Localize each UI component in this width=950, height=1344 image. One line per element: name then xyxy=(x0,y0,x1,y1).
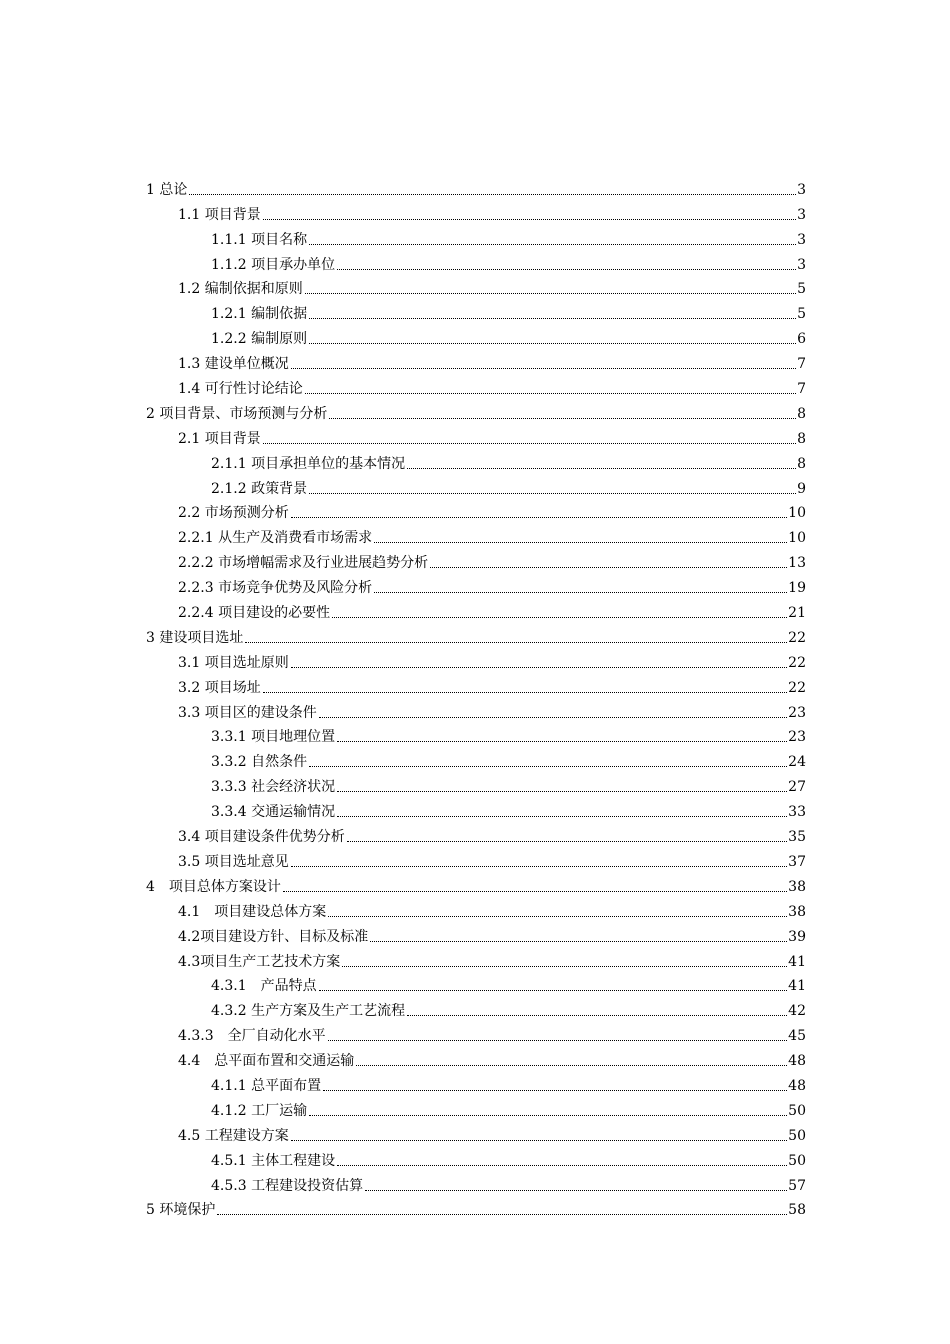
toc-entry[interactable] xyxy=(0,821,806,846)
toc-entry-title: 3.3 项目区的建设条件 xyxy=(178,704,317,721)
toc-entry-title: 1.1.1 项目名称 xyxy=(211,231,308,248)
toc-page-number: 6 xyxy=(797,331,806,348)
toc-page-number: 3 xyxy=(797,206,806,223)
toc-entry[interactable] xyxy=(0,547,806,572)
toc-entry-title: 2.1 项目背景 xyxy=(178,430,261,447)
toc-page-number: 50 xyxy=(788,1102,806,1119)
toc-entry-title: 1.1 项目背景 xyxy=(178,206,261,223)
toc-dot-leader xyxy=(323,1090,787,1091)
toc-entry-title: 3.3.2 自然条件 xyxy=(211,754,308,771)
toc-entry[interactable] xyxy=(0,1020,806,1045)
toc-entry[interactable] xyxy=(0,896,806,921)
toc-dot-leader xyxy=(407,1015,787,1016)
toc-entry[interactable] xyxy=(0,722,806,747)
toc-entry-title: 3 建设项目选址 xyxy=(146,629,244,646)
toc-page-number: 48 xyxy=(788,1077,806,1094)
toc-entry[interactable] xyxy=(0,398,806,423)
toc-dot-leader xyxy=(263,443,796,444)
toc-page-number: 24 xyxy=(788,754,806,771)
toc-entry[interactable] xyxy=(0,1095,806,1120)
toc-entry[interactable] xyxy=(0,249,806,274)
toc-dot-leader xyxy=(309,766,787,767)
toc-page-number: 8 xyxy=(797,455,806,472)
toc-entry[interactable] xyxy=(0,224,806,249)
toc-entry-title: 4.3.2 生产方案及生产工艺流程 xyxy=(211,1003,406,1020)
toc-entry-title: 4.5.1 主体工程建设 xyxy=(211,1152,336,1169)
table-of-contents xyxy=(0,174,950,1219)
toc-entry-title: 2.2.2 市场增幅需求及行业进展趋势分析 xyxy=(178,555,429,572)
toc-dot-leader xyxy=(374,592,787,593)
toc-entry-title: 2.2.1 从生产及消费看市场需求 xyxy=(178,530,373,547)
toc-page-number: 8 xyxy=(797,405,806,422)
toc-entry-title: 4 项目总体方案设计 xyxy=(146,878,281,895)
toc-page-number: 3 xyxy=(797,231,806,248)
toc-page-number: 50 xyxy=(788,1152,806,1169)
toc-dot-leader xyxy=(291,1140,787,1141)
toc-page-number: 7 xyxy=(797,381,806,398)
toc-page-number: 13 xyxy=(788,555,806,572)
toc-page-number: 22 xyxy=(788,629,806,646)
toc-page-number: 45 xyxy=(788,1028,806,1045)
toc-page-number: 22 xyxy=(788,654,806,671)
toc-page-number: 37 xyxy=(788,853,806,870)
toc-entry[interactable] xyxy=(0,871,806,896)
toc-dot-leader xyxy=(370,941,787,942)
toc-entry-title: 1.4 可行性讨论结论 xyxy=(178,381,303,398)
toc-dot-leader xyxy=(342,966,787,967)
toc-entry-title: 4.1.2 工厂运输 xyxy=(211,1102,308,1119)
toc-dot-leader xyxy=(283,891,787,892)
toc-entry[interactable] xyxy=(0,473,806,498)
toc-dot-leader xyxy=(291,368,796,369)
toc-dot-leader xyxy=(328,1040,788,1041)
toc-entry-title: 4.3项目生产工艺技术方案 xyxy=(178,953,341,970)
toc-entry-title: 3.5 项目选址意见 xyxy=(178,853,289,870)
toc-page-number: 58 xyxy=(788,1202,806,1219)
toc-page-number: 33 xyxy=(788,804,806,821)
toc-page-number: 22 xyxy=(788,679,806,696)
toc-entry-title: 3.1 项目选址原则 xyxy=(178,654,289,671)
toc-entry-title: 1.1.2 项目承办单位 xyxy=(211,256,336,273)
toc-entry[interactable] xyxy=(0,946,806,971)
toc-entry-title: 4.1.1 总平面布置 xyxy=(211,1077,322,1094)
toc-dot-leader xyxy=(319,990,788,991)
toc-entry-title: 2 项目背景、市场预测与分析 xyxy=(146,405,328,422)
toc-entry[interactable] xyxy=(0,672,806,697)
toc-dot-leader xyxy=(337,791,787,792)
toc-page-number: 7 xyxy=(797,356,806,373)
toc-entry-title: 4.5.3 工程建设投资估算 xyxy=(211,1177,364,1194)
toc-entry[interactable] xyxy=(0,995,806,1020)
toc-dot-leader xyxy=(407,468,796,469)
toc-page-number: 10 xyxy=(788,505,806,522)
toc-dot-leader xyxy=(309,318,796,319)
toc-entry-title: 3.4 项目建设条件优势分析 xyxy=(178,829,345,846)
toc-entry[interactable] xyxy=(0,746,806,771)
toc-entry[interactable] xyxy=(0,498,806,523)
toc-dot-leader xyxy=(337,269,796,270)
toc-page-number: 5 xyxy=(797,306,806,323)
toc-entry-title: 2.2 市场预测分析 xyxy=(178,505,289,522)
toc-entry[interactable] xyxy=(0,522,806,547)
toc-dot-leader xyxy=(365,1190,787,1191)
toc-dot-leader xyxy=(329,418,796,419)
toc-entry-title: 3.3.3 社会经济状况 xyxy=(211,779,336,796)
toc-dot-leader xyxy=(263,219,796,220)
toc-dot-leader xyxy=(291,667,787,668)
toc-entry-title: 2.2.3 市场竞争优势及风险分析 xyxy=(178,580,373,597)
toc-entry[interactable] xyxy=(0,373,806,398)
toc-entry[interactable] xyxy=(0,323,806,348)
toc-entry-title: 2.1.1 项目承担单位的基本情况 xyxy=(211,455,406,472)
toc-page-number: 27 xyxy=(788,779,806,796)
toc-dot-leader xyxy=(263,692,787,693)
toc-entry-title: 1.2.1 编制依据 xyxy=(211,306,308,323)
toc-dot-leader xyxy=(309,343,796,344)
toc-entry-title: 4.1 项目建设总体方案 xyxy=(178,903,327,920)
toc-entry[interactable] xyxy=(0,199,806,224)
toc-page-number: 41 xyxy=(788,953,806,970)
toc-entry[interactable] xyxy=(0,1045,806,1070)
toc-page-number: 8 xyxy=(797,430,806,447)
toc-entry[interactable] xyxy=(0,771,806,796)
toc-entry[interactable] xyxy=(0,298,806,323)
toc-entry-title: 2.2.4 项目建设的必要性 xyxy=(178,605,331,622)
toc-page-number: 39 xyxy=(788,928,806,945)
toc-dot-leader xyxy=(291,517,787,518)
toc-page-number: 19 xyxy=(788,580,806,597)
toc-entry[interactable] xyxy=(0,423,806,448)
toc-entry[interactable] xyxy=(0,971,806,996)
toc-dot-leader xyxy=(374,542,787,543)
toc-entry[interactable] xyxy=(0,1195,806,1220)
toc-entry[interactable] xyxy=(0,572,806,597)
toc-entry[interactable] xyxy=(0,647,806,672)
toc-entry[interactable] xyxy=(0,348,806,373)
toc-dot-leader xyxy=(245,642,787,643)
toc-entry[interactable] xyxy=(0,274,806,299)
toc-dot-leader xyxy=(328,916,787,917)
toc-page-number: 41 xyxy=(788,978,806,995)
toc-entry-title: 4.5 工程建设方案 xyxy=(178,1127,289,1144)
toc-entry[interactable] xyxy=(0,796,806,821)
toc-entry[interactable] xyxy=(0,622,806,647)
toc-entry[interactable] xyxy=(0,174,806,199)
toc-page-number: 5 xyxy=(797,281,806,298)
toc-dot-leader xyxy=(319,717,787,718)
toc-entry-title: 3.2 项目场址 xyxy=(178,679,261,696)
toc-dot-leader xyxy=(337,816,787,817)
toc-dot-leader xyxy=(309,1115,787,1116)
toc-dot-leader xyxy=(347,841,787,842)
toc-entry[interactable] xyxy=(0,1145,806,1170)
toc-entry-title: 1 总论 xyxy=(146,181,188,198)
toc-dot-leader xyxy=(291,866,787,867)
toc-page-number: 42 xyxy=(788,1003,806,1020)
toc-page-number: 23 xyxy=(788,729,806,746)
toc-page-number: 10 xyxy=(788,530,806,547)
toc-entry[interactable] xyxy=(0,1170,806,1195)
toc-page-number: 3 xyxy=(797,256,806,273)
toc-page-number: 21 xyxy=(788,605,806,622)
toc-entry[interactable] xyxy=(0,1070,806,1095)
toc-dot-leader xyxy=(332,617,787,618)
toc-page-number: 48 xyxy=(788,1053,806,1070)
toc-entry-title: 1.2.2 编制原则 xyxy=(211,331,308,348)
toc-dot-leader xyxy=(337,1165,787,1166)
toc-entry-title: 3.3.1 项目地理位置 xyxy=(211,729,336,746)
toc-page-number: 35 xyxy=(788,829,806,846)
toc-entry[interactable] xyxy=(0,697,806,722)
toc-entry[interactable] xyxy=(0,921,806,946)
toc-dot-leader xyxy=(189,194,796,195)
toc-entry[interactable] xyxy=(0,597,806,622)
toc-entry-title: 4.4 总平面布置和交通运输 xyxy=(178,1053,355,1070)
toc-dot-leader xyxy=(217,1214,787,1215)
toc-entry-title: 4.3.1 产品特点 xyxy=(211,978,317,995)
toc-page-number: 23 xyxy=(788,704,806,721)
toc-page-number: 38 xyxy=(788,878,806,895)
toc-entry-title: 3.3.4 交通运输情况 xyxy=(211,804,336,821)
toc-entry-title: 2.1.2 政策背景 xyxy=(211,480,308,497)
toc-entry[interactable] xyxy=(0,846,806,871)
toc-entry-title: 5 环境保护 xyxy=(146,1202,216,1219)
toc-entry[interactable] xyxy=(0,1120,806,1145)
toc-page-number: 38 xyxy=(788,903,806,920)
toc-page-number: 3 xyxy=(797,181,806,198)
toc-dot-leader xyxy=(356,1065,787,1066)
toc-entry-title: 1.2 编制依据和原则 xyxy=(178,281,303,298)
toc-dot-leader xyxy=(305,293,796,294)
toc-page-number: 50 xyxy=(788,1127,806,1144)
toc-page-number: 57 xyxy=(788,1177,806,1194)
toc-dot-leader xyxy=(430,567,787,568)
toc-entry-title: 1.3 建设单位概况 xyxy=(178,356,289,373)
toc-dot-leader xyxy=(337,741,787,742)
toc-entry[interactable] xyxy=(0,448,806,473)
toc-dot-leader xyxy=(305,393,796,394)
toc-entry-title: 4.3.3 全厂自动化水平 xyxy=(178,1028,326,1045)
toc-entry-title: 4.2项目建设方针、目标及标准 xyxy=(178,928,369,945)
toc-page-number: 9 xyxy=(797,480,806,497)
toc-dot-leader xyxy=(309,244,796,245)
toc-dot-leader xyxy=(309,493,796,494)
